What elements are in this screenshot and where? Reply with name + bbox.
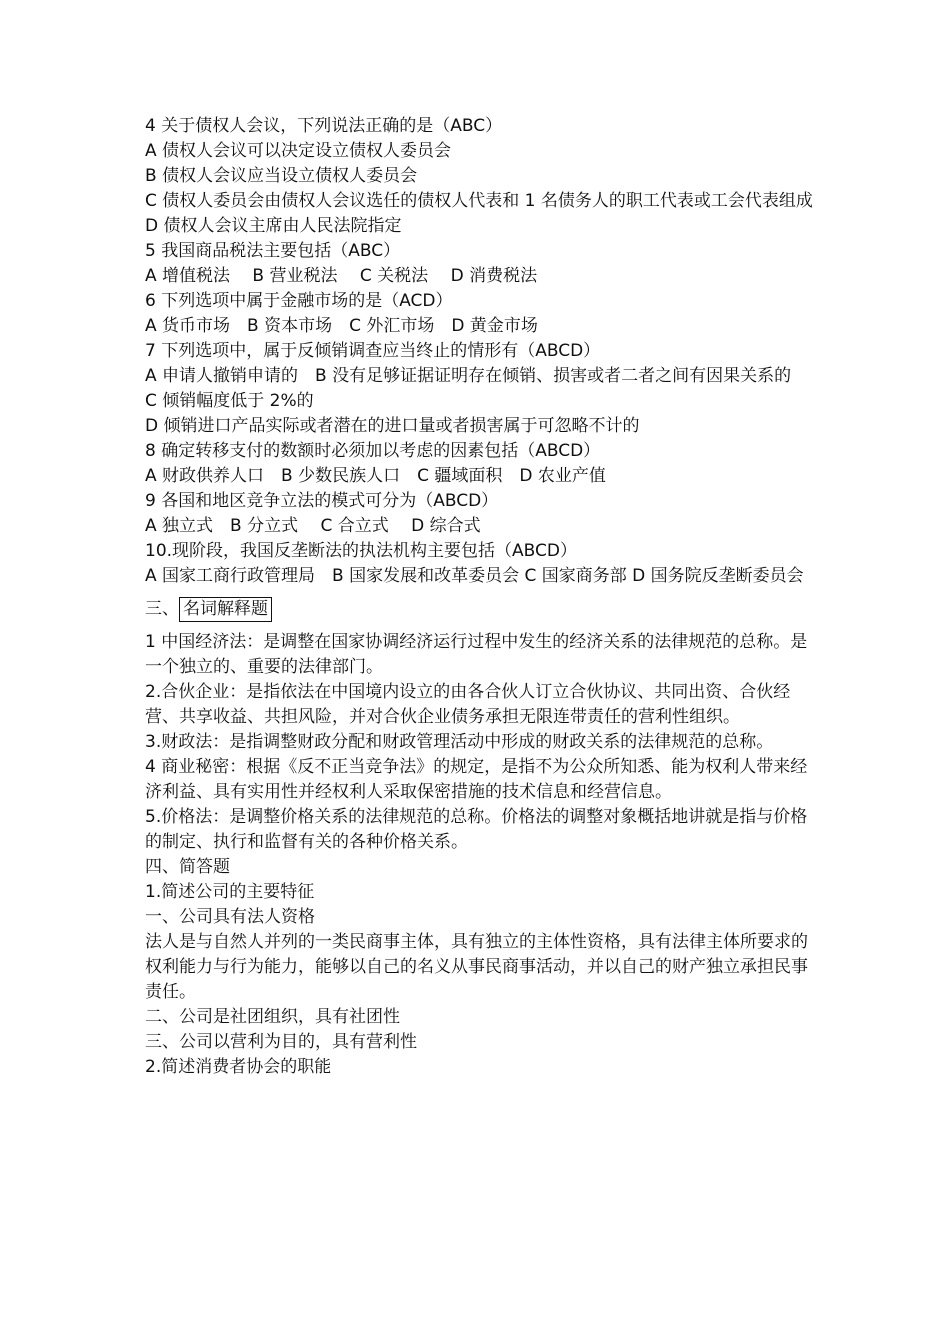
section-3-heading — [145, 597, 815, 622]
options-5: A 增值税法 B 营业税法 C 关税法 D 消费税法 — [145, 266, 538, 286]
question-8: 8 确定转移支付的数额时必须加以考虑的因素包括（ABCD） — [145, 441, 601, 461]
options-8: A 财政供养人口 B 少数民族人口 C 疆域面积 D 农业产值 — [145, 466, 606, 486]
option-7c: C 倾销幅度低于 2%的 — [145, 391, 314, 411]
short-answer-2: 2.简述消费者协会的职能 — [145, 1057, 332, 1077]
question-9: 9 各国和地区竞争立法的模式可分为（ABCD） — [145, 491, 499, 511]
term-5: 5.价格法：是调整价格关系的法律规范的总称。价格法的调整对象概括地讲就是指与价格的制定、执行和监督有关的各种价格关系。 — [145, 807, 808, 852]
term-2: 2.合伙企业：是指依法在中国境内设立的由各合伙人订立合伙协议、共同出资、合伙经营、共享收益、共担风险，并对合伙企业债务承担无限连带责任的营利性组织。 — [145, 682, 791, 727]
section-3-prefix: 三、 — [145, 599, 179, 619]
question-5: 5 我国商品税法主要包括（ABC） — [145, 241, 401, 261]
section-4-heading: 四、简答题 — [145, 857, 230, 877]
question-4: 4 关于债权人会议，下列说法正确的是（ABC） — [145, 116, 503, 136]
term-3: 3.财政法：是指调整财政分配和财政管理活动中形成的财政关系的法律规范的总称。 — [145, 732, 774, 752]
options-7ab: A 申请人撤销申请的 B 没有足够证据证明存在倾销、损害或者二者之间有因果关系的 — [145, 366, 792, 386]
option-4b: B 债权人会议应当设立债权人委员会 — [145, 166, 418, 186]
point-2: 二、公司是社团组织，具有社团性 — [145, 1007, 400, 1027]
short-answer-1: 1.简述公司的主要特征 — [145, 882, 315, 902]
option-4a: A 债权人会议可以决定设立债权人委员会 — [145, 141, 452, 161]
point-1-body: 法人是与自然人并列的一类民商事主体，具有独立的主体性资格，具有法律主体所要求的权利能力与行为能力，能够以自己的名义从事民商事活动，并以自己的财产独立承担民事责任。 — [145, 932, 808, 1002]
question-6: 6 下列选项中属于金融市场的是（ACD） — [145, 291, 453, 311]
options-10: A 国家工商行政管理局 B 国家发展和改革委员会 C 国家商务部 D 国务院反垄断委员会 — [145, 566, 804, 586]
point-3: 三、公司以营利为目的，具有营利性 — [145, 1032, 417, 1052]
term-1: 1 中国经济法：是调整在国家协调经济运行过程中发生的经济关系的法律规范的总称。是一个独立的、重要的法律部门。 — [145, 632, 808, 677]
document-page — [145, 114, 815, 1080]
option-4c: C 债权人委员会由债权人会议选任的债权人代表和 1 名债务人的职工代表或工会代表组成 — [145, 191, 813, 211]
options-9: A 独立式 B 分立式 C 合立式 D 综合式 — [145, 516, 481, 536]
point-1: 一、公司具有法人资格 — [145, 907, 315, 927]
option-4d: D 债权人会议主席由人民法院指定 — [145, 216, 402, 236]
option-7d: D 倾销进口产品实际或者潜在的进口量或者损害属于可忽略不计的 — [145, 416, 640, 436]
options-6: A 货币市场 B 资本市场 C 外汇市场 D 黄金市场 — [145, 316, 538, 336]
question-7: 7 下列选项中，属于反倾销调查应当终止的情形有（ABCD） — [145, 341, 601, 361]
term-4: 4 商业秘密：根据《反不正当竞争法》的规定，是指不为公众所知悉、能为权利人带来经济利益、具有实用性并经权利人采取保密措施的技术信息和经营信息。 — [145, 757, 808, 802]
question-10: 10.现阶段，我国反垄断法的执法机构主要包括（ABCD） — [145, 541, 577, 561]
section-3-title: 名词解释题 — [179, 597, 272, 622]
